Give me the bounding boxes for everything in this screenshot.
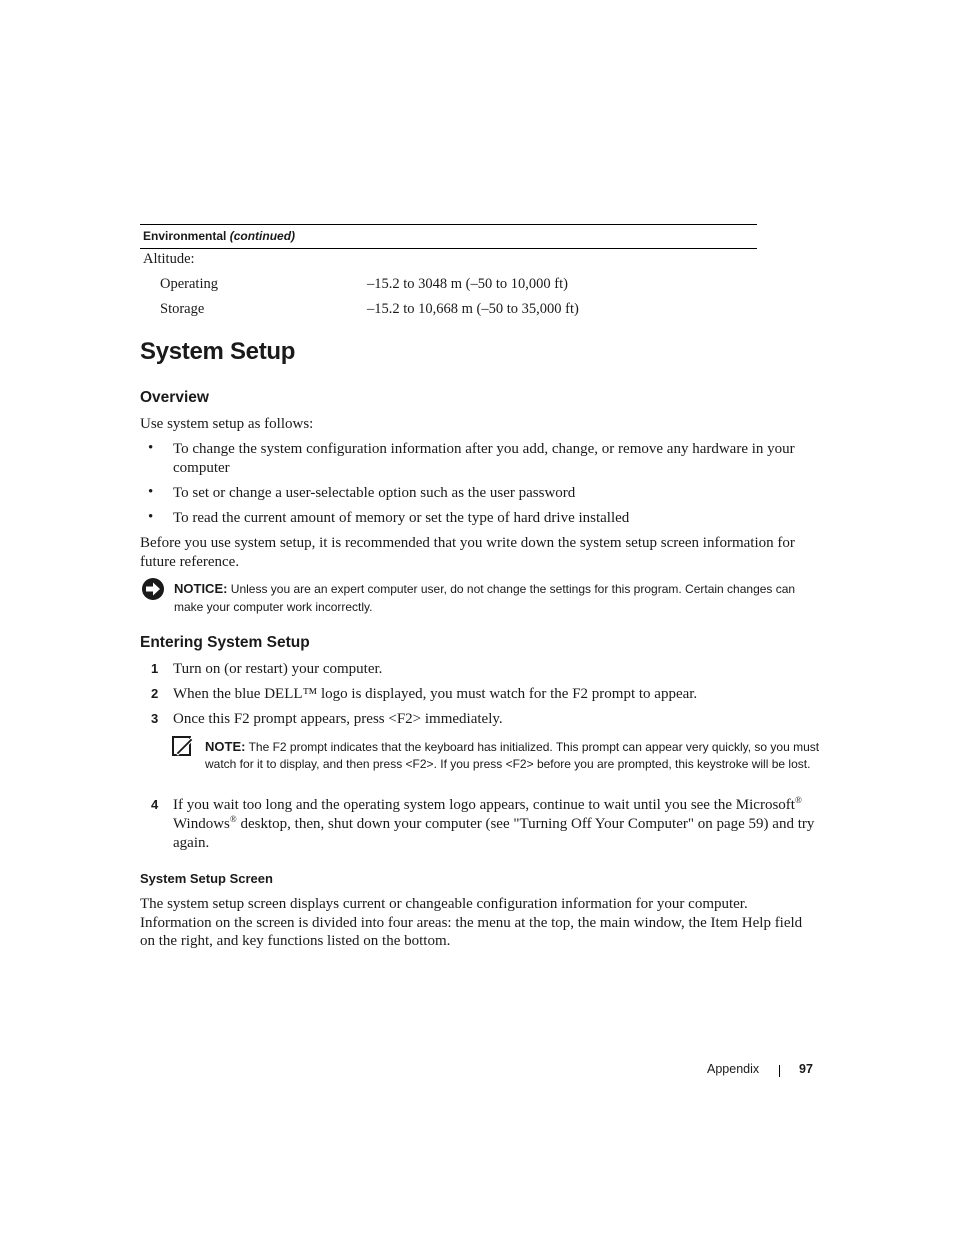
table-header-title: Environmental [143, 229, 227, 243]
registered-mark: ® [794, 795, 802, 805]
step-text: When the blue DELL™ logo is displayed, you must watch for the F2 prompt to appear. [173, 686, 698, 702]
storage-label: Storage [160, 301, 205, 317]
step-number: 4 [151, 797, 159, 812]
step-number: 3 [151, 711, 159, 726]
step-number: 2 [151, 686, 159, 701]
entering-heading: Entering System Setup [140, 634, 310, 651]
bullet-item: To change the system configuration information after you add, change, or remove any hardware in your computer [173, 441, 795, 476]
note-label: NOTE: [205, 739, 246, 754]
footer-section: Appendix [707, 1062, 760, 1076]
bullet-item: To read the current amount of memory or set the type of hard drive installed [173, 510, 630, 526]
step-text [173, 796, 818, 853]
notice-label: NOTICE: [174, 581, 228, 596]
note-block [205, 738, 820, 773]
step4-text-c: desktop, then, shut down your computer (see "Turning Off Your Computer" on page 59) and try again. [173, 816, 815, 851]
operating-value: –15.2 to 3048 m (–50 to 10,000 ft) [367, 276, 568, 292]
before-paragraph: Before you use system setup, it is recommended that you write down the system setup screen information for future reference. [140, 535, 795, 570]
notice-text: Unless you are an expert computer user, do not change the settings for this program. Certain changes can make your computer work incorrectly. [174, 582, 796, 614]
notice-arrow-icon [141, 577, 165, 601]
step-text: Turn on (or restart) your computer. [173, 661, 383, 677]
registered-mark: ® [229, 814, 237, 824]
step4-text-a: If you wait too long and the operating system logo appears, continue to wait until you see the Microsoft [173, 797, 795, 813]
step-number: 1 [151, 661, 159, 676]
step-text: Once this F2 prompt appears, press <F2> immediately. [173, 711, 503, 727]
page-number: 97 [799, 1062, 813, 1076]
bullet-marker: • [148, 440, 154, 456]
overview-intro: Use system setup as follows: [140, 416, 314, 432]
screen-paragraph: The system setup screen displays current or changeable configuration information for your computer. Information on the screen is divided into four areas: the menu at the top, the main window, the Item Help field on the right, and key functions listed on the bottom. [140, 896, 803, 949]
table-header-continued: (continued) [229, 229, 296, 243]
note-pencil-icon [172, 735, 194, 757]
note-text: The F2 prompt indicates that the keyboard has initialized. This prompt can appear very quickly, so you must watch for it to display, and then press <F2>. If you press <F2> before you are prompted, this keystroke will be lost. [205, 740, 820, 772]
altitude-label: Altitude: [143, 251, 195, 267]
screen-heading: System Setup Screen [140, 871, 273, 886]
bullet-marker: • [148, 484, 154, 500]
overview-heading: Overview [140, 389, 209, 406]
page-title: System Setup [140, 338, 296, 365]
storage-value: –15.2 to 10,668 m (–50 to 35,000 ft) [367, 301, 579, 317]
environmental-table [140, 224, 757, 249]
notice-block [174, 580, 819, 616]
operating-label: Operating [160, 276, 218, 292]
bullet-item: To set or change a user-selectable option such as the user password [173, 485, 576, 501]
bullet-marker: • [148, 509, 154, 525]
step4-text-b: Windows [173, 816, 230, 832]
footer-divider [779, 1065, 780, 1077]
table-header [140, 224, 757, 249]
